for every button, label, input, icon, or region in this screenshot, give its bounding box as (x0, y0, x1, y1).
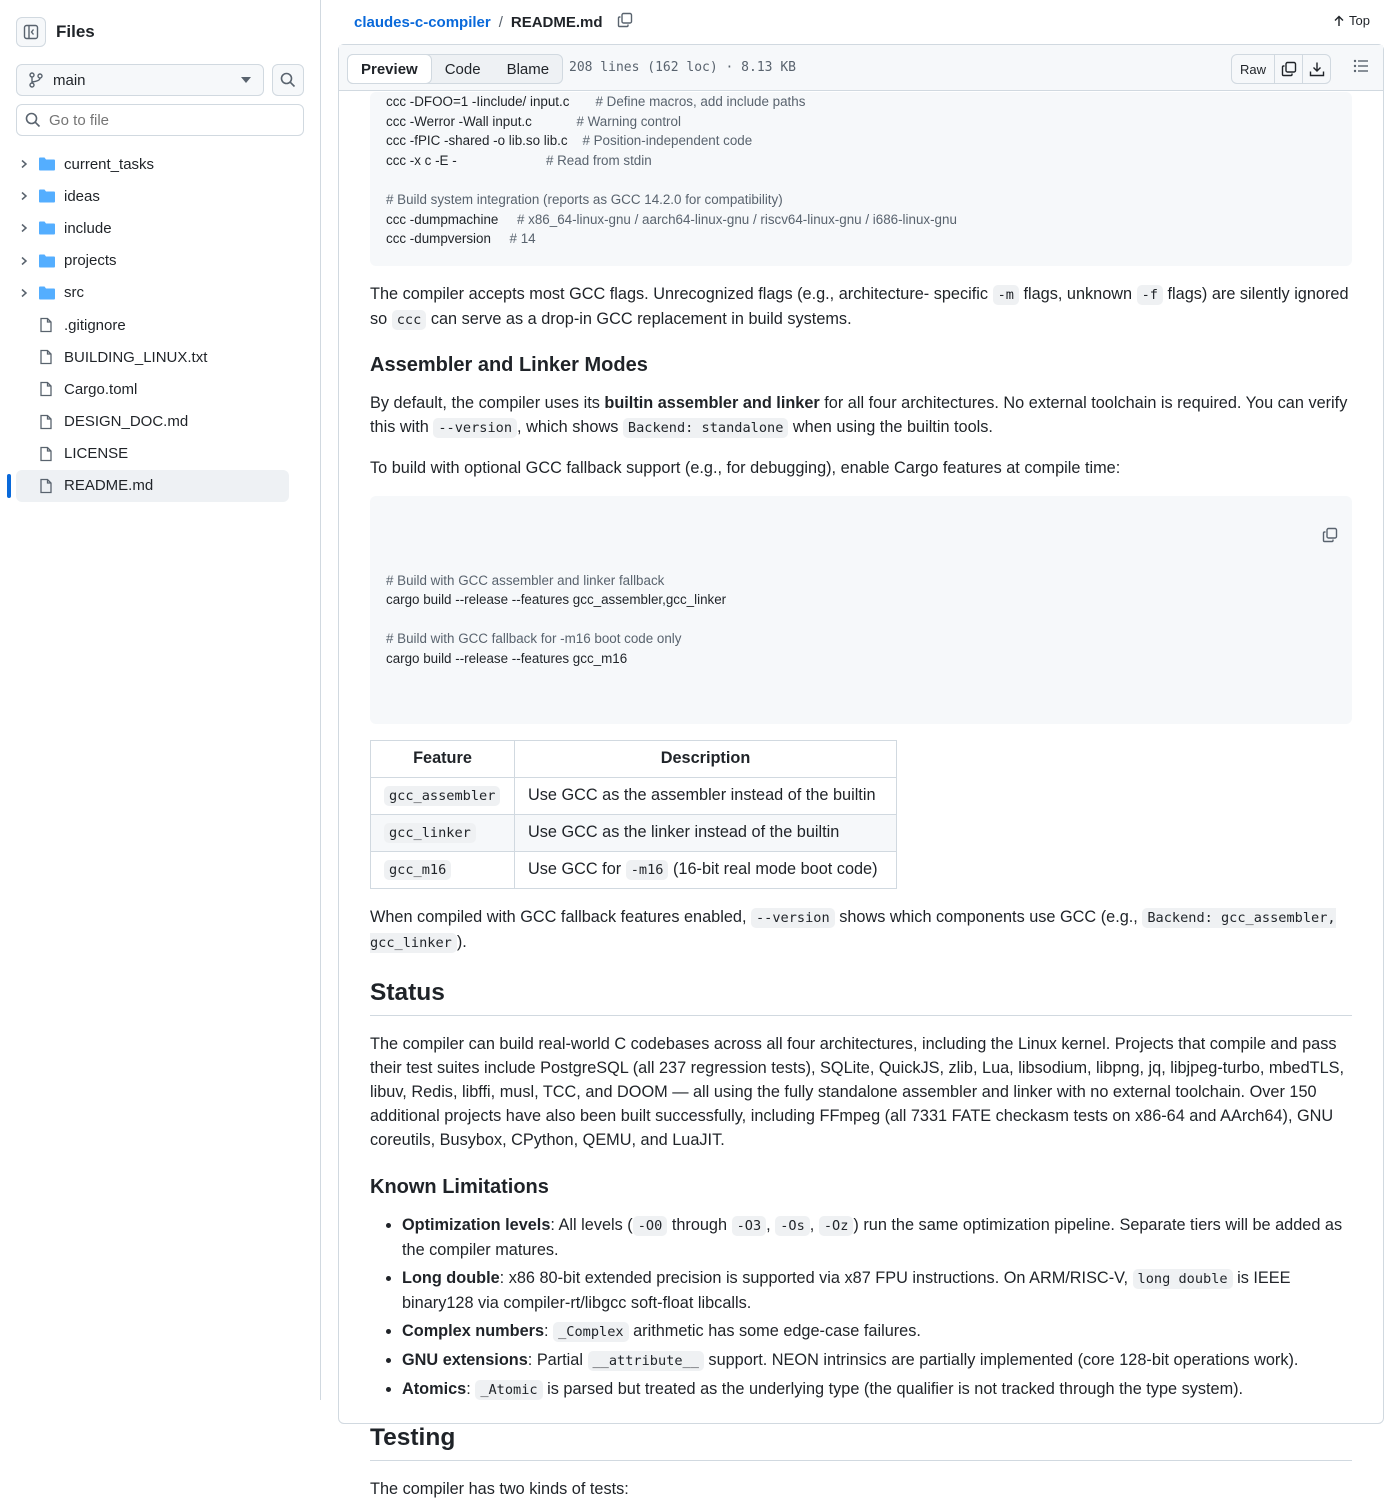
git-branch-icon (29, 72, 43, 88)
folder-icon (38, 285, 56, 301)
search-icon (25, 112, 41, 128)
bold-text: Optimization levels (402, 1215, 551, 1234)
inline-code: -f (1137, 285, 1163, 305)
table-cell (515, 851, 897, 888)
expand-toggle[interactable] (16, 256, 32, 266)
folder-icon (38, 253, 56, 269)
inline-code: __attribute__ (588, 1351, 704, 1371)
tree-file-building-linux-txt[interactable] (16, 341, 289, 373)
caret-down-icon (241, 77, 251, 83)
branch-selector[interactable] (16, 64, 264, 96)
heading-testing: Testing (370, 1424, 1352, 1461)
top-label: Top (1349, 13, 1370, 28)
inline-code: Backend: standalone (623, 418, 789, 438)
features-table (370, 740, 897, 889)
copy-path-button[interactable] (617, 12, 633, 32)
inline-code: gcc_m16 (384, 860, 451, 880)
chevron-right-icon (19, 288, 29, 298)
breadcrumb-separator: / (498, 13, 503, 31)
code-comment: # Build with GCC assembler and linker fallback (386, 572, 665, 588)
text: flags) are silently ignored so (370, 284, 1349, 328)
code-line (386, 92, 1336, 112)
back-to-top-button[interactable] (1333, 13, 1370, 28)
tab-preview[interactable]: Preview (347, 54, 432, 84)
text: : (544, 1321, 554, 1340)
tree-file-readme-md[interactable] (16, 470, 289, 502)
text: Use GCC as the linker instead of the builtin (528, 823, 840, 842)
code-line (386, 590, 1336, 610)
code-comment: # Build system integration (reports as GCC 14.2.0 for compatibility) (386, 191, 783, 207)
table-row (371, 814, 897, 851)
code-line (386, 112, 1336, 132)
copy-icon (617, 12, 633, 28)
copy-icon (1322, 527, 1338, 543)
text: arithmetic has some edge-case failures. (628, 1321, 921, 1340)
breadcrumb-file-name: README.md (510, 13, 603, 31)
go-to-file-box[interactable] (16, 104, 304, 136)
text: can serve as a drop-in GCC replacement in build systems. (426, 309, 852, 328)
list-item (402, 1377, 1352, 1402)
text: : All levels ( (550, 1215, 633, 1234)
text: : x86 80-bit extended precision is supported via x87 FPU instructions. On ARM/RISC-V, (499, 1268, 1133, 1287)
paragraph-testing: The compiler has two kinds of tests: (370, 1479, 629, 1498)
text: shows which components use GCC (e.g., (834, 907, 1143, 926)
tree-item-label: ideas (64, 187, 100, 205)
file-tree-sidebar (0, 0, 321, 1400)
tree-item-label: README.md (64, 477, 154, 495)
tree-item-label: projects (64, 252, 117, 270)
expand-toggle[interactable] (16, 223, 32, 233)
bold-text: GNU extensions (402, 1350, 528, 1369)
code-line (386, 131, 1336, 151)
outline-button[interactable] (1353, 58, 1369, 79)
file-icon (38, 478, 54, 494)
text: flags, unknown (1018, 284, 1137, 303)
table-header: Description (515, 740, 897, 777)
file-icon (38, 381, 54, 397)
folder-icon-wrap (38, 156, 60, 172)
tree-item-label: BUILDING_LINUX.txt (64, 348, 208, 366)
file-tree (16, 148, 289, 502)
text: ) run the same optimization pipeline. Separate tiers will be added as the compiler matures. (402, 1215, 1343, 1259)
paragraph-status: The compiler can build real-world C codebases across all four architectures, including the Linux kernel. Projects that compile and pass their test suites include PostgreSQL (all 237 regression tests), SQLite, QuickJS, zlib, Lua, libsodium, libpng, jq, libjpeg-turbo, mbedTLS, libuv, Redis, libffi, musl, TCC, and DOOM — all using the fully standalone assembler and linker with no external toolchain. Over 150 additional projects have also been built successfully, including FFmpeg (all 7331 FATE checkasm tests on x86-64 and AArch64), GNU coreutils, Busybox, CPython, QEMU, and LuaJIT. (370, 1034, 1345, 1149)
code-line (386, 210, 1336, 230)
tree-item-label: DESIGN_DOC.md (64, 413, 189, 431)
text: , which shows (517, 417, 623, 436)
file-icon (38, 414, 54, 430)
code-line (386, 610, 1336, 630)
code-comment: # Position-independent code (582, 133, 753, 149)
bold-text: Long double (402, 1268, 500, 1287)
table-row (371, 851, 897, 888)
inline-code: -O3 (732, 1216, 767, 1236)
folder-icon-wrap (38, 188, 60, 204)
text: : Partial (527, 1350, 588, 1369)
download-icon (1309, 61, 1325, 77)
bold-text: Atomics (402, 1379, 467, 1398)
paragraph-flags (370, 282, 1352, 332)
raw-button[interactable]: Raw (1239, 61, 1266, 77)
code-comment: # Read from stdin (545, 152, 652, 168)
table-cell (515, 777, 897, 814)
text: for all four architectures. No external toolchain is required. You can verify this with (370, 393, 1348, 436)
tab-code[interactable]: Code (444, 60, 481, 78)
code-text: ccc -x c -E - (386, 152, 546, 168)
text: is IEEE binary128 via compiler-rt/libgcc soft-float libcalls. (402, 1268, 1291, 1312)
code-comment: # 14 (509, 231, 536, 247)
inline-code: -Oz (819, 1216, 854, 1236)
inline-code: -O0 (633, 1216, 668, 1236)
folder-icon-wrap (38, 220, 60, 236)
table-cell (515, 814, 897, 851)
chevron-right-icon (19, 256, 29, 266)
folder-icon (38, 220, 56, 236)
breadcrumb-bar (338, 0, 1384, 44)
inline-code: gcc_linker (384, 823, 476, 843)
code-line (386, 649, 1336, 669)
text: : (466, 1379, 476, 1398)
inline-code: _Atomic (475, 1380, 542, 1400)
code-line (386, 629, 1336, 649)
limitations-list (370, 1213, 1352, 1402)
code-comment: # Define macros, add include paths (595, 94, 806, 109)
tree-item-label: current_tasks (64, 155, 155, 173)
paragraph-optional-fallback: To build with optional GCC fallback support (e.g., for debugging), enable Cargo features at compile time: (370, 458, 1121, 477)
tab-blame[interactable]: Blame (506, 60, 550, 78)
code-block-cli (370, 92, 1352, 266)
bold-text: Complex numbers (402, 1321, 545, 1340)
folder-icon-wrap (38, 285, 60, 301)
code-line (386, 571, 1336, 591)
code-line (386, 229, 1336, 249)
bold-text: builtin assembler and linker (604, 393, 820, 412)
tree-folder-src[interactable] (16, 277, 289, 309)
expand-toggle[interactable] (16, 191, 32, 201)
code-text: ccc -DFOO=1 -Iinclude/ input.c (386, 94, 596, 109)
file-meta: 208 lines (162 loc) · 8.13 KB (569, 60, 796, 75)
arrow-up-icon (1333, 15, 1345, 27)
code-lines (386, 571, 1336, 669)
breadcrumb-repo-link[interactable]: claudes-c-compiler (354, 13, 491, 31)
text: Use GCC for (528, 860, 626, 879)
search-icon (280, 72, 296, 88)
copy-icon (1281, 61, 1297, 77)
copy-code-button[interactable] (1292, 508, 1338, 569)
file-icon-wrap (38, 446, 60, 462)
inline-code: -m (993, 285, 1019, 305)
inline-code: -Os (775, 1216, 810, 1236)
list-item (402, 1319, 1352, 1344)
tree-file-gitignore[interactable] (16, 309, 289, 341)
text: Use GCC as the assembler instead of the builtin (528, 786, 876, 805)
expand-toggle[interactable] (16, 288, 32, 298)
text: The compiler accepts most GCC flags. Unrecognized flags (e.g., architecture- specific (370, 284, 993, 303)
tree-folder-current-tasks[interactable] (16, 148, 289, 180)
sidebar-collapse-icon (23, 24, 39, 40)
text: When compiled with GCC fallback features enabled, (370, 907, 751, 926)
sidebar-title: Files (56, 22, 95, 41)
tree-file-design-doc-md[interactable] (16, 406, 289, 438)
text: ). (456, 932, 467, 951)
list-outline-icon (1353, 58, 1369, 74)
inline-code: --version (433, 418, 517, 438)
download-button[interactable] (1302, 55, 1330, 83)
raw-actions-group (1231, 54, 1331, 84)
tree-item-label: src (64, 284, 84, 302)
text: through (667, 1215, 732, 1234)
heading-assembler-linker: Assembler and Linker Modes (370, 353, 648, 376)
code-text: ccc -fPIC -shared -o lib.so lib.c (386, 133, 583, 149)
tree-folder-include[interactable] (16, 212, 289, 244)
table-header-row (371, 740, 897, 777)
tree-item-label: include (64, 219, 112, 237)
inline-code: -m16 (626, 860, 669, 880)
tree-item-label: LICENSE (64, 445, 129, 463)
view-mode-tabs (347, 54, 563, 84)
table-row (371, 777, 897, 814)
code-block-cargo (370, 496, 1352, 724)
heading-status: Status (370, 979, 1352, 1016)
chevron-right-icon (19, 191, 29, 201)
inline-code: gcc_assembler (384, 786, 500, 806)
file-viewer (338, 44, 1384, 1498)
selected-indicator (7, 474, 11, 498)
file-icon-wrap (38, 349, 60, 365)
text: , (766, 1215, 776, 1234)
code-text: ccc -Werror -Wall input.c (386, 113, 577, 129)
table-cell (371, 777, 515, 814)
inline-code: long double (1133, 1269, 1233, 1289)
inline-code: --version (751, 908, 835, 928)
text: (16-bit real mode boot code) (668, 860, 878, 879)
readme-content (370, 92, 1352, 1501)
code-line (386, 170, 1336, 190)
text: By default, the compiler uses its (370, 393, 605, 412)
list-item (402, 1213, 1352, 1262)
paragraph-fallback-version (370, 905, 1352, 955)
text: , (809, 1215, 819, 1234)
code-text: cargo build --release --features gcc_assembler,gcc_linker (386, 592, 727, 608)
table-cell (371, 814, 515, 851)
code-comment: # Build with GCC fallback for -m16 boot code only (386, 631, 682, 647)
code-text: ccc -dumpversion (386, 231, 510, 247)
file-toolbar (339, 45, 1383, 91)
tree-item-label: .gitignore (64, 316, 126, 334)
collapse-sidebar-button[interactable] (16, 17, 46, 47)
tree-item-label: Cargo.toml (64, 380, 138, 398)
expand-toggle[interactable] (16, 159, 32, 169)
chevron-right-icon (19, 159, 29, 169)
tree-file-cargo-toml[interactable] (16, 373, 289, 405)
heading-known-limitations: Known Limitations (370, 1175, 549, 1198)
tree-folder-ideas[interactable] (16, 180, 289, 212)
code-line (386, 151, 1336, 171)
tree-folder-projects[interactable] (16, 245, 289, 277)
copy-raw-button[interactable] (1274, 55, 1302, 83)
sidebar-header (16, 17, 95, 47)
file-icon (38, 317, 54, 333)
table-cell (371, 851, 515, 888)
code-text: cargo build --release --features gcc_m16 (386, 650, 628, 666)
file-icon (38, 446, 54, 462)
text: support. NEON intrinsics are partially implemented (core 128-bit operations work). (703, 1350, 1299, 1369)
tree-file-license[interactable] (16, 438, 289, 470)
file-icon-wrap (38, 381, 60, 397)
folder-icon (38, 188, 56, 204)
file-icon-wrap (38, 478, 60, 494)
list-item (402, 1266, 1352, 1315)
file-icon (38, 349, 54, 365)
code-text: ccc -dumpmachine (386, 211, 517, 227)
file-icon-wrap (38, 414, 60, 430)
code-comment: # x86_64-linux-gnu / aarch64-linux-gnu / riscv64-linux-gnu / i686-linux-gnu (516, 211, 957, 227)
folder-icon-wrap (38, 253, 60, 269)
table-header: Feature (371, 740, 515, 777)
chevron-right-icon (19, 223, 29, 233)
branch-name: main (53, 71, 86, 89)
code-comment: # Warning control (576, 113, 681, 129)
text: when using the builtin tools. (788, 417, 993, 436)
inline-code: _Complex (553, 1322, 628, 1342)
folder-icon (38, 156, 56, 172)
inline-code: Backend: gcc_assembler, gcc_linker (370, 909, 1336, 951)
file-icon-wrap (38, 317, 60, 333)
text: is parsed but treated as the underlying type (the qualifier is not tracked through the type system). (542, 1379, 1244, 1398)
paragraph-default-backend (370, 391, 1352, 440)
search-files-button[interactable] (272, 64, 304, 96)
inline-code: ccc (392, 310, 427, 330)
list-item (402, 1348, 1352, 1373)
code-line (386, 190, 1336, 210)
go-to-file-input[interactable] (49, 112, 289, 129)
